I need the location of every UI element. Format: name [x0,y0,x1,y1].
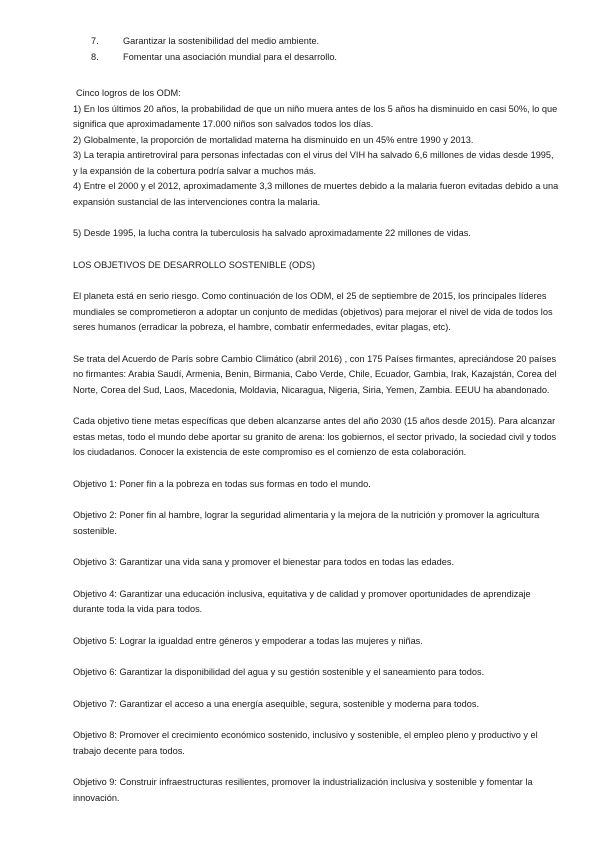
logros-heading: Cinco logros de los ODM: [76,88,181,98]
objetivo-4: Objetivo 4: Garantizar una educación inclusiva, equitativa y de calidad y promover oportunidades de aprendizaje durante toda la vida para todos. [73,588,531,614]
logro-4: 4) Entre el 2000 y el 2012, aproximadamente 3,3 millones de muertes debido a la malaria fueron evitadas debido a una expansión sustancial de las intervenciones contra la malaria. [73,181,559,207]
objetivo-2: Objetivo 2: Poner fin al hambre, lograr la seguridad alimentaria y la mejora de la nutrición y promover la agricultura sostenible. [73,510,540,536]
list-number: 7. [91,36,99,46]
logro-1: 1) En los últimos 20 años, la probabilidad de que un niño muera antes de los 5 años ha disminuido en casi 50%, lo que significa que aproximadamente 17.000 niños son salvados todos los días. [73,103,558,129]
paragraph: Se trata del Acuerdo de París sobre Cambio Climático (abril 2016) , con 175 Países firmantes, apreciándose 20 países no firmantes: Arabia Saudí, Armenia, Benin, Birmania, Cabo Verde, Chile, Ecuador, Gambia, Irak, Kazajstán, Corea del Norte, Corea del Sud, Laos, Macedonia, Moldavia, Nicaragua, Nigeria, Siria, Yemen, Zambia. EEUU ha abandonado. [73,353,557,395]
list-text: Garantizar la sostenibilidad del medio ambiente. [123,36,320,46]
list-number: 8. [91,51,99,62]
objetivo-3: Objetivo 3: Garantizar una vida sana y promover el bienestar para todos en todas las edades. [73,557,454,567]
numbered-list [73,34,560,65]
logro-5: 5) Desde 1995, la lucha contra la tuberculosis ha salvado aproximadamente 22 millones de vidas. [73,228,471,238]
ods-heading: LOS OBJETIVOS DE DESARROLLO SOSTENIBLE (ODS) [73,259,315,270]
objetivo-6: Objetivo 6: Garantizar la disponibilidad del agua y su gestión sostenible y el saneamiento para todos. [73,667,485,677]
list-item [91,50,560,66]
paragraph: El planeta está en serio riesgo. Como continuación de los ODM, el 25 de septiembre de 2015, los principales líderes mundiales se comprometieron a adoptar un conjunto de medidas (objetivos) para mejorar el nivel de vida de todos los seres humanos (erradicar la pobreza, el hambre, combatir enfermedades, evitar plagas, etc). [73,291,553,332]
paragraph: Cada objetivo tiene metas específicas que deben alcanzarse antes del año 2030 (15 años desde 2015). Para alcanzar estas metas, todo el mundo debe aportar su granito de arena: los gobiernos, el sector privado, la sociedad civil y todos los ciudadanos. Conocer la existencia de este compromiso es el comienzo de esta colaboración. [73,416,557,457]
list-item [91,34,560,50]
logro-2: 2) Globalmente, la proporción de mortalidad materna ha disminuido en un 45% entre 1990 y 2013. [73,134,474,145]
list-text: Fomentar una asociación mundial para el desarrollo. [123,51,337,62]
objetivo-8: Objetivo 8: Promover el crecimiento económico sostenido, inclusivo y sostenible, el empleo pleno y productivo y el trabajo decente para todos. [73,730,538,756]
objetivo-1: Objetivo 1: Poner fin a la pobreza en todas sus formas en todo el mundo. [73,478,371,489]
logro-3: 3) La terapia antiretroviral para personas infectadas con el virus del VIH ha salvado 6,6 millones de vidas desde 1995, y la expansión de la cobertura podría salvar a muchos más. [73,150,554,176]
objetivo-5: Objetivo 5: Lograr la igualdad entre géneros y empoderar a todas las mujeres y niñas. [73,635,423,646]
objetivo-9: Objetivo 9: Construir infraestructuras resilientes, promover la industrialización inclusiva y sostenible y fomentar la innovación. [73,777,533,803]
objetivo-7: Objetivo 7: Garantizar el acceso a una energía asequible, segura, sostenible y moderna para todos. [73,698,480,709]
